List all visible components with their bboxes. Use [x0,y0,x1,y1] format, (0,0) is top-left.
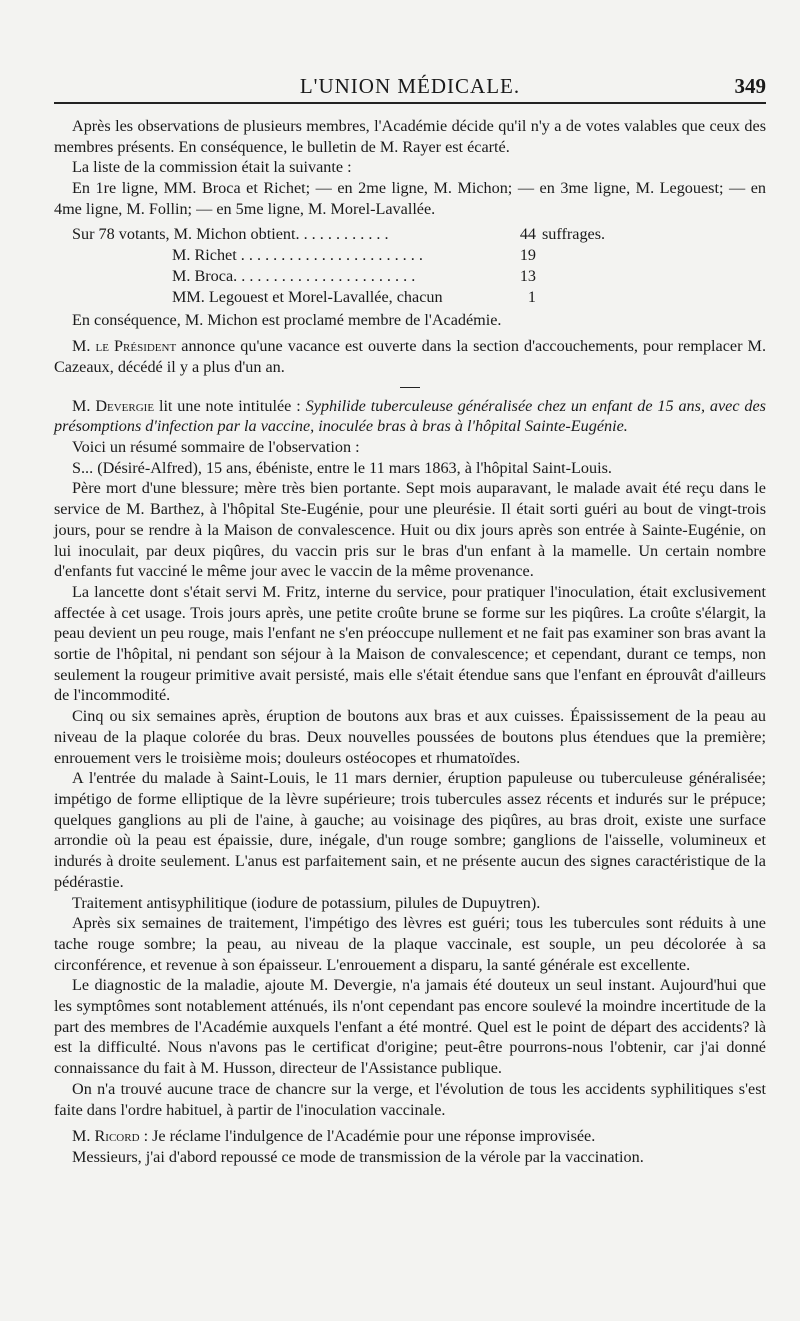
vote-count: 44 [519,224,536,243]
document-page [54,70,766,1168]
article-body [54,116,766,1168]
page-number: 349 [734,74,766,98]
paragraph: M. Devergie lit une note intitulée : Syphilide tuberculeuse généralisée chez un enfant de 15 ans, avec des présomptions d'infection par la vaccine, inoculée bras à bras à l'hôpital Sainte-Eugénie. [54,396,766,436]
paragraph: Voici un résumé sommaire de l'observation : [72,438,360,457]
vote-label: M. Richet . . . . . . . . . . . . . . . . . . . . . . . [172,245,423,264]
speaker-name: M. le Président [72,337,177,356]
vote-count: 19 [519,245,536,264]
speaker-name: M. Ricord [72,1127,140,1146]
vote-label: M. Broca. . . . . . . . . . . . . . . . . . . . . . . [172,266,416,285]
paragraph: En conséquence, M. Michon est proclamé membre de l'Académie. [72,310,502,329]
vote-row [54,266,766,287]
vote-row [54,224,766,245]
section-separator [400,387,420,388]
paragraph: Après les observations de plusieurs membres, l'Académie décide qu'il n'y a de votes valables que ceux des membres présents. En conséquence, le bulletin de M. Rayer est écarté. [54,117,766,156]
speaker-name: M. Devergie [72,396,155,415]
vote-suffix [536,266,542,287]
vote-suffix: suffrages. [542,224,606,243]
vote-count: 1 [527,287,536,306]
journal-title: L'UNION MÉDICALE. [299,74,521,98]
vote-row [54,287,766,308]
vote-results [54,224,766,308]
vote-label: Sur 78 votants, M. Michon obtient. . . . . . . . . . . . [72,224,389,243]
paragraph: Père mort d'une blessure; mère très bien portante. Sept mois auparavant, le malade avait été reçu dans le service de M. Barthez, à l'hôpital Ste-Eugénie, pour une pleurésie. Il était sorti guéri au bout de vingt-trois jours, pour se rendre à la Maison de convalescence. Huit ou dix jours après son entrée à Sainte-Eugénie, on lui inoculait, par deux piqûres, du vaccin pris sur le bras d'un enfant à la mamelle. Un certain nombre d'enfants fut vacciné le même jour avec le vaccin de la même provenance. [54,479,766,581]
vote-label: MM. Legouest et Morel-Lavallée, chacun [172,287,443,306]
paragraph: La lancette dont s'était servi M. Fritz, interne du service, pour pratiquer l'inoculation, était exclusivement affectée à cet usage. Trois jours après, une petite croûte brune se forme sur les piqûres. La croûte s'élargit, la peau devient un peu rouge, mais l'enfant ne s'en préoccupe nullement et ne fait pas examiner son bras avant la sortie de l'hôpital, ni pendant son séjour à la Maison de convalescence; et cependant, durant ce temps, non seulement la rougeur primitive avait persisté, mais elle s'était étendue sans que l'enfant en éprouvât d'ailleurs de l'incommodité. [54,582,766,705]
paragraph: S... (Désiré-Alfred), 15 ans, ébéniste, entre le 11 mars 1863, à l'hôpital Saint-Louis. [72,458,612,477]
paragraph: Messieurs, j'ai d'abord repoussé ce mode de transmission de la vérole par la vaccination. [72,1147,644,1166]
paragraph: M. Ricord : Je réclame l'indulgence de l'Académie pour une réponse improvisée. [72,1127,596,1146]
vote-row [54,245,766,266]
paragraph: Le diagnostic de la maladie, ajoute M. Devergie, n'a jamais été douteux un seul instant. Aujourd'hui que les symptômes sont notablement atténués, ils n'ont cependant pas encore soulevé la moindre incertitude de la part des membres de l'Académie auxquels l'enfant a été montré. Quel est le point de départ des accidents? là est la difficulté. Nous n'avons pas le certificat d'origine; peut-être pourrons-nous l'obtenir, car j'ai donné connaissance du fait à M. Husson, directeur de l'Assistance publique. [54,976,766,1078]
paragraph: Traitement antisyphilitique (iodure de potassium, pilules de Dupuytren). [72,893,541,912]
vote-suffix [536,287,542,308]
paragraph: A l'entrée du malade à Saint-Louis, le 11 mars dernier, éruption papuleuse ou tuberculeuse généralisée; impétigo de forme elliptique de la lèvre supérieure; trois tubercules assez récents et indurés sur le prépuce; quelques ganglions au pli de l'aine, à gauche; au voisinage des piqûres, au bras droit, existe une surface arrondie où la peau est épaissie, dure, inégale, d'un rouge sombre; ganglions de l'aisselle, volumineux et indurés à droite seulement. L'anus est parfaitement sain, et ne présente aucun des signes caractéristique de la pédérastie. [54,769,766,891]
paragraph: M. le Président annonce qu'une vacance est ouverte dans la section d'accouchements, pour remplacer M. Cazeaux, décédé il y a plus d'un an. [54,337,766,376]
paragraph: La liste de la commission était la suivante : [72,158,352,177]
vote-suffix [536,245,542,266]
paragraph: Cinq ou six semaines après, éruption de boutons aux bras et aux cuisses. Épaississement de la peau au niveau de la plaque colorée du bras. Deux nouvelles poussées de boutons plus étendues que la première; enrouement vers le troisième mois; douleurs ostéocopes et rhumatoïdes. [54,707,766,767]
paragraph: On n'a trouvé aucune trace de chancre sur la verge, et l'évolution de tous les accidents syphilitiques s'est faite dans l'ordre habituel, à partir de l'inoculation vaccinale. [54,1079,766,1119]
paragraph: Après six semaines de traitement, l'impétigo des lèvres est guéri; tous les tubercules sont réduits à une tache rouge sombre; la peau, au niveau de la plaque vaccinale, est souple, un peu décolorée à sa circonférence, et revenue à son épaisseur. L'enrouement a disparu, la santé générale est excellente. [54,914,766,974]
running-header [54,70,766,104]
vote-count: 13 [519,266,536,285]
paragraph: En 1re ligne, MM. Broca et Richet; — en 2me ligne, M. Michon; — en 3me ligne, M. Legouest; — en 4me ligne, M. Follin; — en 5me ligne, M. Morel-Lavallée. [54,179,766,218]
note-title: Syphilide tuberculeuse généralisée chez un enfant de 15 ans, avec des présomptions d'infection par la vaccine, inoculée bras à bras à l'hôpital Sainte-Eugénie. [54,396,766,436]
